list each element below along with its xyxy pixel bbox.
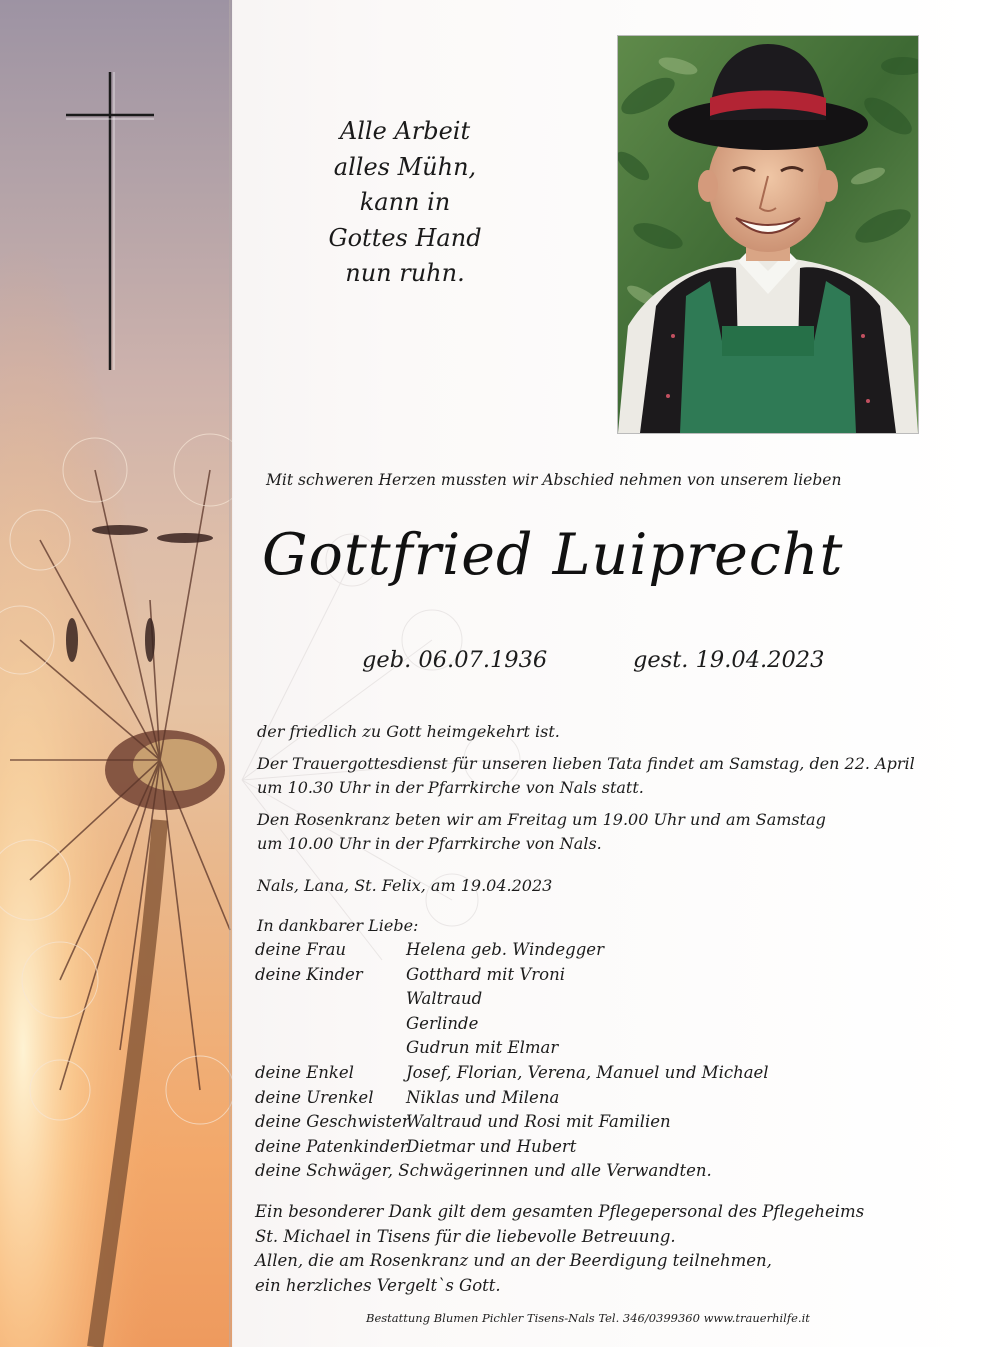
quote-line: Alle Arbeit	[339, 117, 471, 145]
thanks-line: Ein besonderer Dank gilt dem gesamten Pflegepersonal des Pflegeheims	[255, 1202, 865, 1221]
thanks-line: Allen, die am Rosenkranz und an der Beerdigung teilnehmen,	[255, 1251, 772, 1270]
family-relation: deine Geschwister	[255, 1112, 410, 1132]
thanks-line: ein herzliches Vergelt`s Gott.	[255, 1275, 501, 1295]
family-names: Waltraud	[406, 989, 483, 1009]
funeral-home-footer: Bestattung Blumen Pichler Tisens-Nals Tel. 346/0399360 www.trauerhilfe.it	[366, 1311, 810, 1325]
intro-text: Mit schweren Herzen mussten wir Abschied nehmen von unserem lieben	[266, 471, 842, 489]
rosary-text: um 10.00 Uhr in der Pfarrkirche von Nals.	[257, 834, 602, 853]
funeral-service-text: Der Trauergottesdienst für unseren lieben Tata findet am Samstag, den 22. April	[257, 754, 915, 773]
quote-line: nun ruhn.	[345, 259, 465, 287]
birth-date: geb. 06.07.1936	[362, 647, 548, 673]
family-names: Gotthard mit Vroni	[406, 964, 565, 984]
quote-line: kann in	[359, 188, 451, 216]
obituary-text-line: der friedlich zu Gott heimgekehrt ist.	[257, 722, 560, 741]
memorial-quote	[290, 114, 520, 292]
funeral-service-text: um 10.30 Uhr in der Pfarrkirche von Nals statt.	[257, 778, 644, 797]
family-names: Waltraud und Rosi mit Familien	[406, 1112, 671, 1132]
family-relation: deine Patenkinder	[255, 1136, 408, 1156]
quote-line: Gottes Hand	[328, 223, 482, 252]
family-relation: deine Frau	[255, 940, 347, 959]
family-relation: deine Urenkel	[255, 1087, 374, 1107]
death-date: gest. 19.04.2023	[633, 647, 825, 673]
family-relation: deine Kinder	[255, 964, 363, 984]
thanks-paragraph	[255, 1200, 864, 1298]
family-closing: deine Schwäger, Schwägerinnen und alle Verwandten.	[255, 1161, 712, 1181]
gratitude-heading: In dankbarer Liebe:	[257, 916, 419, 935]
family-names: Niklas und Milena	[406, 1087, 560, 1107]
family-names: Dietmar und Hubert	[406, 1136, 577, 1156]
family-names: Helena geb. Windegger	[406, 940, 604, 959]
family-names: Josef, Florian, Verena, Manuel und Michael	[406, 1062, 769, 1082]
cross-icon	[62, 70, 157, 372]
family-names: Gudrun mit Elmar	[406, 1038, 559, 1058]
family-names: Gerlinde	[406, 1013, 479, 1033]
portrait-photo	[617, 35, 919, 434]
deceased-name: Gottfried Luiprecht	[262, 522, 844, 588]
quote-line: alles Mühn,	[333, 152, 477, 181]
portrait-illustration	[618, 36, 918, 433]
place-and-date: Nals, Lana, St. Felix, am 19.04.2023	[257, 876, 553, 895]
rosary-text: Den Rosenkranz beten wir am Freitag um 19.00 Uhr und am Samstag	[257, 810, 826, 829]
family-relation: deine Enkel	[255, 1062, 354, 1082]
thanks-line: St. Michael in Tisens für die liebevolle Betreuung.	[255, 1226, 676, 1246]
sunset-dandelion-panel	[0, 0, 232, 1347]
